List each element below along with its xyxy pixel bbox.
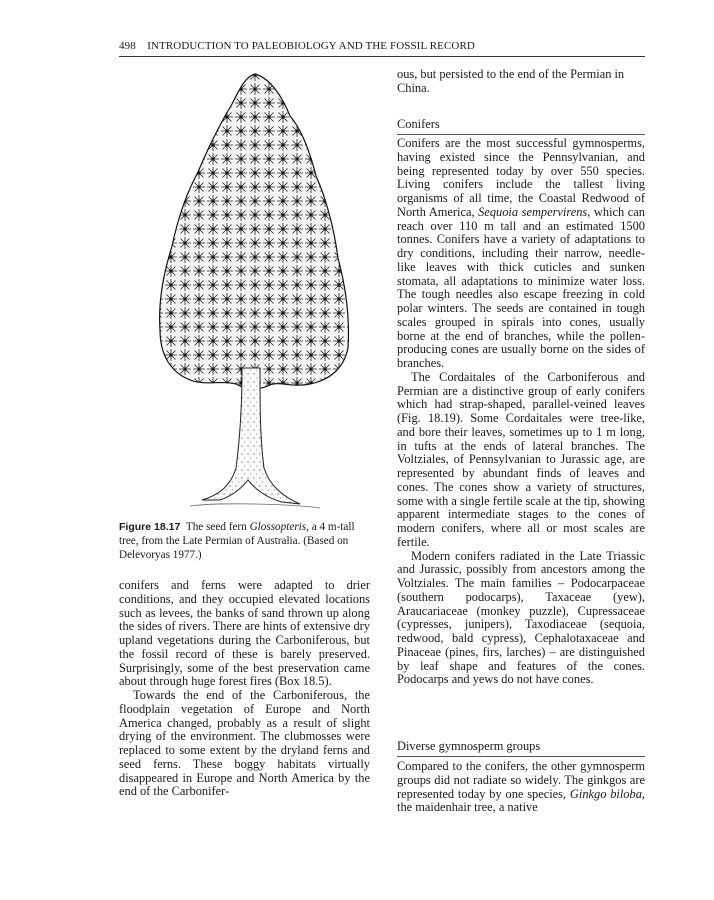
figure-illustration	[150, 68, 360, 518]
conifers-paragraph-2: The Cordaitales of the Carboniferous and Permian are a distinctive group of early conifers which had strap-shaped, parallel-veined leaves (Fig. 18.19). Some Cordaitales were tree-like, and bore their leaves, sometimes up to 1 m long, in tufts at the ends of lateral branches. The Voltziales, of Pennsylvanian to Jurassic age, are represented by abundant finds of leaves and cones. The cones show a variety of structures, some with a single fertile scale at the tip, showing apparent intermediate stages to the cones of modern conifers, where all or most scales are fertile.	[397, 369, 645, 549]
conifers-section	[397, 137, 645, 687]
running-header	[119, 40, 645, 52]
running-title: INTRODUCTION TO PALEOBIOLOGY AND THE FOSSIL RECORD	[147, 40, 475, 52]
sequoia-species: Sequoia sempervirens	[478, 204, 588, 219]
caption-species: Glossopteris	[249, 521, 307, 533]
figure-caption: Figure 18.17 The seed fern Glossopteris, a 4 m-tall tree, from the Late Permian of Australia. (Based on Delevoryas 1977.)	[119, 521, 355, 561]
left-paragraph-2: Towards the end of the Carboniferous, the floodplain vegetation of Europe and North America changed, probably as a result of slight drying of the environment. The clubmosses were replaced to some extent by the dryland ferns and seed ferns. These boggy habitats virtually disappeared in Europe and North America by the end of the Carbonifer-	[119, 688, 370, 799]
right-column-continuation	[397, 68, 645, 96]
conifers-paragraph-3: Modern conifers radiated in the Late Triassic and Jurassic, possibly from ancestors among the Voltziales. The main families – Podocarpaceae (southern podocarps), Taxaceae (yew), Araucariaceae (monkey puzzle), Cupressaceae (cypresses, junipers), Taxodiaceae (sequoia, redwood, bald cypress), Cephalotaxaceae and Pinaceae (pines, firs, larches) – are distinguished by leaf shape and features of the cones. Podocarps and yews do not have cones.	[397, 548, 645, 687]
left-column	[119, 579, 370, 799]
continuation-paragraph: ous, but persisted to the end of the Permian in China.	[397, 67, 625, 95]
figure-label: Figure 18.17	[119, 521, 181, 533]
left-paragraph-1: conifers and ferns were adapted to drier conditions, and they occupied elevated locations such as levees, the banks of sand thrown up along the sides of rivers. There are hints of extensive dry upland vegetations during the Carboniferous, but the fossil record of these is barely preserved. Surprisingly, some of the best preservation came about through huge forest fires (Box 18.5).	[119, 578, 370, 689]
conifers-paragraph-1: Conifers are the most successful gymnosperms, having existed since the Pennsylvanian, and being represented today by over 550 species. Living conifers include the tallest living organisms of all time, the Coastal Redwood of North America, Sequoia sempervirens, which can reach over 110 m tall and an estimated 1500 tonnes. Conifers have a variety of adaptations to dry conditions, including their narrow, needle-like leaves with thick cuticles and sunken stomata, all adaptations to minimize water loss. The tough needles also escape freezing in cold polar winters. The seeds are contained in tough scales grouped in spirals into cones, usually borne at the end of branches, while the pollen-producing cones are usually borne on the sides of branches.	[397, 136, 645, 370]
diverse-section	[397, 760, 645, 815]
glossopteris-tree-icon	[150, 68, 360, 518]
ginkgo-species: Ginkgo biloba	[569, 786, 642, 801]
header-rule	[119, 56, 645, 57]
conifers-heading: Conifers	[397, 117, 645, 135]
diverse-gymnosperm-heading: Diverse gymnosperm groups	[397, 739, 645, 757]
page-number: 498	[119, 40, 136, 52]
diverse-paragraph-1: Compared to the conifers, the other gymnosperm groups did not radiate so widely. The ginkgos are represented today by one species, Ginkgo biloba, the maidenhair tree, a native	[397, 759, 645, 815]
